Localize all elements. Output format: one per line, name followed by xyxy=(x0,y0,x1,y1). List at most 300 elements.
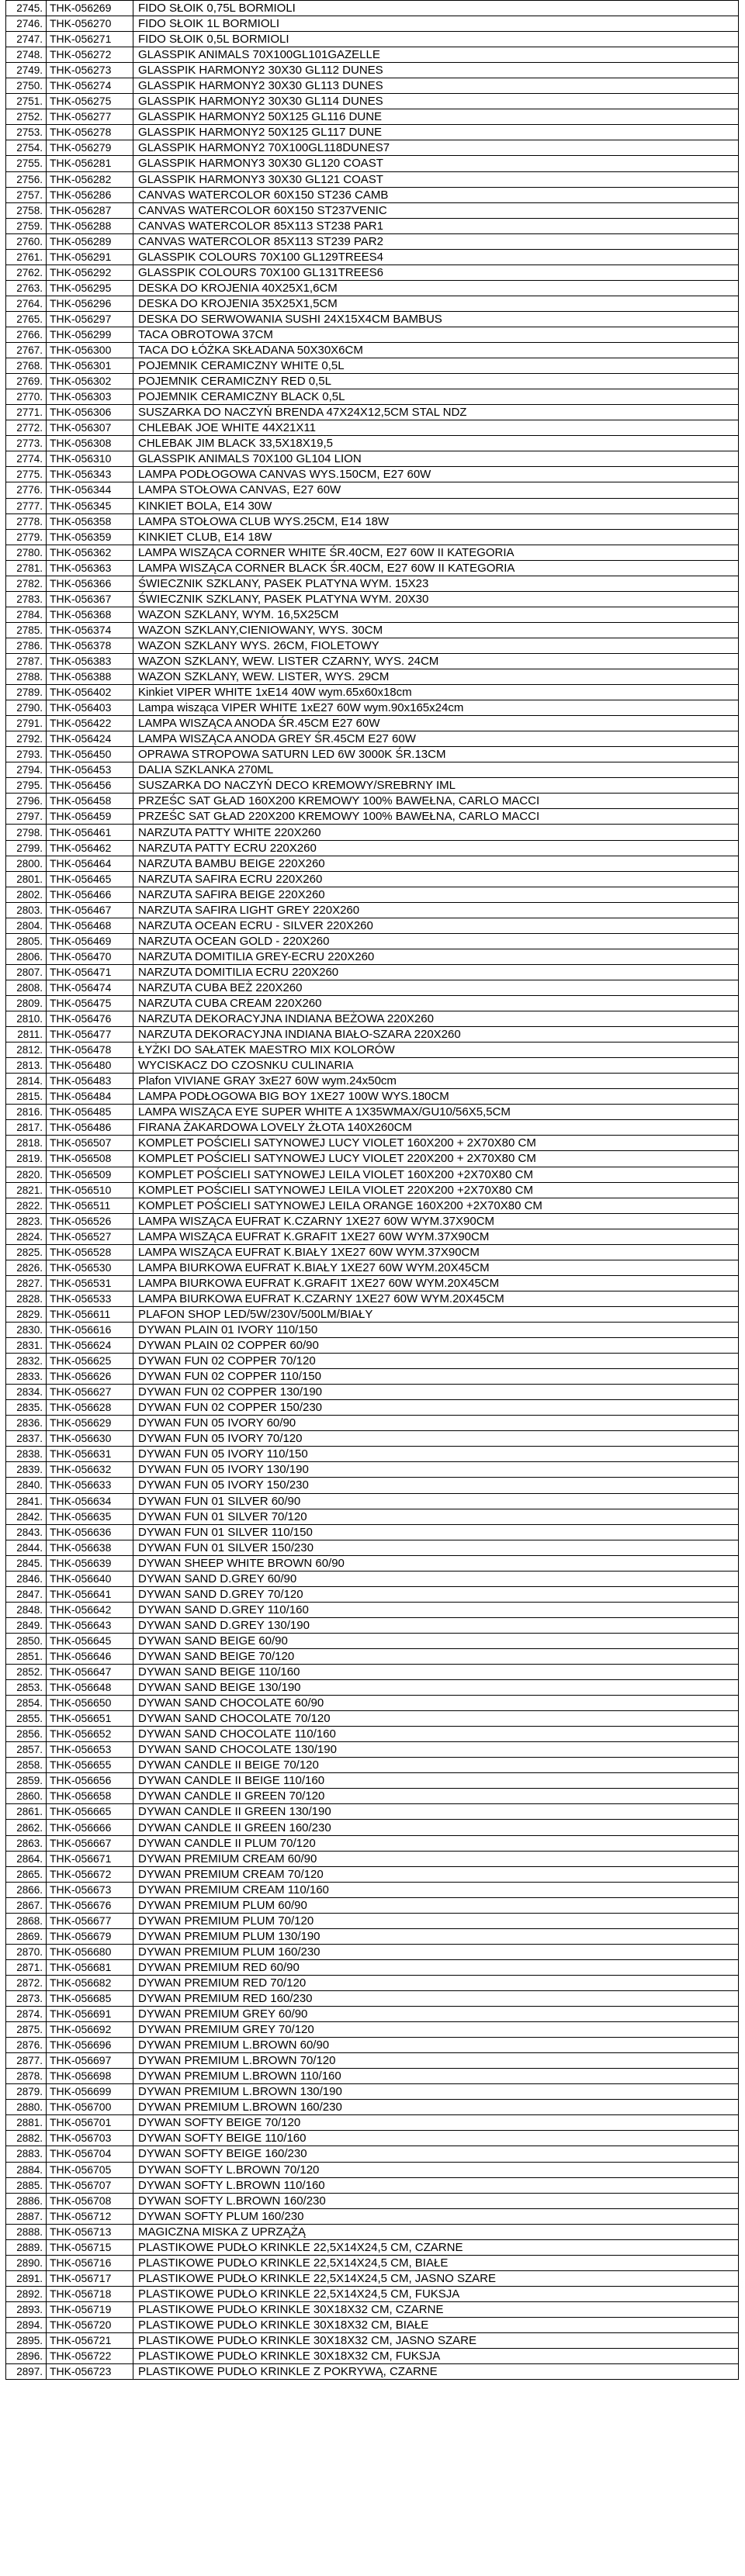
product-code: THK-056639 xyxy=(47,1555,133,1571)
table-row xyxy=(6,94,739,109)
table-row xyxy=(6,1291,739,1306)
table-row xyxy=(6,1540,739,1555)
table-row xyxy=(6,1696,739,1711)
table-row xyxy=(6,887,739,902)
product-code: THK-056302 xyxy=(47,374,133,389)
table-row xyxy=(6,482,739,498)
row-number: 2836. xyxy=(6,1416,47,1431)
row-number: 2875. xyxy=(6,2022,47,2038)
product-description: TACA OBROTOWA 37CM xyxy=(133,327,739,342)
product-code: THK-056510 xyxy=(47,1182,133,1198)
product-description: GLASSPIK ANIMALS 70X100GL101GAZELLE xyxy=(133,47,739,63)
product-description: NARZUTA DOMITILIA GREY-ECRU 220X260 xyxy=(133,949,739,964)
table-row xyxy=(6,560,739,576)
product-code: THK-056296 xyxy=(47,296,133,311)
table-row xyxy=(6,2022,739,2038)
product-description: CHLEBAK JIM BLACK 33,5X18X19,5 xyxy=(133,436,739,451)
product-description: LAMPA BIURKOWA EUFRAT K.BIAŁY 1XE27 60W WYM.20X45CM xyxy=(133,1260,739,1275)
table-row xyxy=(6,343,739,358)
table-row xyxy=(6,1555,739,1571)
product-code: THK-056723 xyxy=(47,2364,133,2380)
product-description: DYWAN SAND BEIGE 110/160 xyxy=(133,1665,739,1680)
product-description: NARZUTA OCEAN ECRU - SILVER 220X260 xyxy=(133,918,739,933)
row-number: 2821. xyxy=(6,1182,47,1198)
product-code: THK-056277 xyxy=(47,109,133,125)
product-code: THK-056626 xyxy=(47,1369,133,1385)
row-number: 2816. xyxy=(6,1105,47,1120)
product-description: DYWAN PREMIUM RED 60/90 xyxy=(133,1959,739,1975)
row-number: 2804. xyxy=(6,918,47,933)
row-number: 2826. xyxy=(6,1260,47,1275)
table-row xyxy=(6,1,739,16)
row-number: 2795. xyxy=(6,778,47,794)
table-row xyxy=(6,964,739,980)
product-code: THK-056485 xyxy=(47,1105,133,1120)
row-number: 2880. xyxy=(6,2100,47,2115)
row-number: 2884. xyxy=(6,2162,47,2177)
row-number: 2803. xyxy=(6,902,47,918)
product-description: PLASTIKOWE PUDŁO KRINKLE Z POKRYWĄ, CZARNE xyxy=(133,2364,739,2380)
product-code: THK-056691 xyxy=(47,2007,133,2022)
table-row xyxy=(6,1571,739,1586)
product-code: THK-056450 xyxy=(47,747,133,762)
table-row xyxy=(6,762,739,778)
product-description: LAMPA PODŁOGOWA CANVAS WYS.150CM, E27 60W xyxy=(133,467,739,482)
product-code: THK-056477 xyxy=(47,1027,133,1043)
product-description: DYWAN FUN 01 SILVER 70/120 xyxy=(133,1509,739,1524)
table-row xyxy=(6,731,739,747)
product-description: DYWAN CANDLE II GREEN 130/190 xyxy=(133,1804,739,1820)
row-number: 2827. xyxy=(6,1275,47,1291)
product-code: THK-056362 xyxy=(47,545,133,560)
row-number: 2883. xyxy=(6,2146,47,2162)
product-description: KOMPLET POŚCIELI SATYNOWEJ LEILA VIOLET 160X200 +2X70X80 CM xyxy=(133,1167,739,1182)
row-number: 2818. xyxy=(6,1136,47,1151)
row-number: 2800. xyxy=(6,856,47,871)
table-row xyxy=(6,1804,739,1820)
product-code: THK-056671 xyxy=(47,1851,133,1866)
table-row xyxy=(6,1882,739,1897)
row-number: 2822. xyxy=(6,1198,47,1213)
table-row xyxy=(6,529,739,545)
table-row xyxy=(6,2193,739,2208)
product-description: DYWAN SOFTY BEIGE 70/120 xyxy=(133,2115,739,2131)
row-number: 2769. xyxy=(6,374,47,389)
table-row xyxy=(6,1633,739,1648)
row-number: 2749. xyxy=(6,63,47,78)
product-description: DYWAN CANDLE II BEIGE 110/160 xyxy=(133,1773,739,1789)
product-code: THK-056632 xyxy=(47,1462,133,1478)
table-row xyxy=(6,2317,739,2332)
table-row xyxy=(6,327,739,342)
row-number: 2846. xyxy=(6,1571,47,1586)
product-code: THK-056667 xyxy=(47,1835,133,1851)
table-row xyxy=(6,794,739,809)
product-code: THK-056697 xyxy=(47,2053,133,2069)
product-description: CANVAS WATERCOLOR 85X113 ST239 PAR2 xyxy=(133,233,739,249)
table-row xyxy=(6,1058,739,1074)
row-number: 2858. xyxy=(6,1758,47,1773)
row-number: 2870. xyxy=(6,1944,47,1959)
product-description: DYWAN FUN 02 COPPER 70/120 xyxy=(133,1354,739,1369)
row-number: 2871. xyxy=(6,1959,47,1975)
product-code: THK-056282 xyxy=(47,171,133,187)
table-row xyxy=(6,233,739,249)
row-number: 2752. xyxy=(6,109,47,125)
product-description: GLASSPIK HARMONY2 50X125 GL116 DUNE xyxy=(133,109,739,125)
row-number: 2789. xyxy=(6,685,47,700)
row-number: 2758. xyxy=(6,202,47,218)
product-description: DYWAN PREMIUM L.BROWN 60/90 xyxy=(133,2038,739,2053)
row-number: 2792. xyxy=(6,731,47,747)
product-description: DYWAN FUN 05 IVORY 70/120 xyxy=(133,1431,739,1447)
table-row xyxy=(6,980,739,995)
product-code: THK-056345 xyxy=(47,498,133,513)
row-number: 2850. xyxy=(6,1633,47,1648)
table-row xyxy=(6,2131,739,2146)
product-code: THK-056507 xyxy=(47,1136,133,1151)
row-number: 2750. xyxy=(6,78,47,94)
product-code: THK-056528 xyxy=(47,1244,133,1260)
row-number: 2830. xyxy=(6,1322,47,1337)
row-number: 2861. xyxy=(6,1804,47,1820)
product-description: DYWAN SAND D.GREY 130/190 xyxy=(133,1617,739,1633)
row-number: 2748. xyxy=(6,47,47,63)
product-description: DYWAN CANDLE II PLUM 70/120 xyxy=(133,1835,739,1851)
table-row xyxy=(6,2069,739,2084)
product-code: THK-056306 xyxy=(47,405,133,420)
product-code: THK-056509 xyxy=(47,1167,133,1182)
product-description: SUSZARKA DO NACZYŃ BRENDA 47X24X12,5CM STAL NDZ xyxy=(133,405,739,420)
product-code: THK-056676 xyxy=(47,1897,133,1913)
product-description: LAMPA STOŁOWA CANVAS, E27 60W xyxy=(133,482,739,498)
row-number: 2814. xyxy=(6,1074,47,1089)
row-number: 2790. xyxy=(6,700,47,716)
product-code: THK-056643 xyxy=(47,1617,133,1633)
row-number: 2851. xyxy=(6,1648,47,1664)
product-description: DYWAN FUN 05 IVORY 150/230 xyxy=(133,1478,739,1493)
product-code: THK-056630 xyxy=(47,1431,133,1447)
product-code: THK-056464 xyxy=(47,856,133,871)
product-code: THK-056458 xyxy=(47,794,133,809)
row-number: 2894. xyxy=(6,2317,47,2332)
product-code: THK-056383 xyxy=(47,653,133,669)
row-number: 2869. xyxy=(6,1928,47,1944)
product-code: THK-056722 xyxy=(47,2349,133,2364)
table-row xyxy=(6,311,739,327)
product-code: THK-056677 xyxy=(47,1913,133,1928)
product-description: WAZON SZKLANY, WEW. LISTER, WYS. 29CM xyxy=(133,669,739,685)
product-description: ŁYŻKI DO SAŁATEK MAESTRO MIX KOLORÓW xyxy=(133,1043,739,1058)
table-row xyxy=(6,63,739,78)
product-code: THK-056708 xyxy=(47,2193,133,2208)
product-description: LAMPA WISZĄCA ANODA ŚR.45CM E27 60W xyxy=(133,716,739,731)
product-description: NARZUTA SAFIRA LIGHT GREY 220X260 xyxy=(133,902,739,918)
product-description: DYWAN SAND BEIGE 70/120 xyxy=(133,1648,739,1664)
product-description: PLASTIKOWE PUDŁO KRINKLE 30X18X32 CM, BIAŁE xyxy=(133,2317,739,2332)
product-code: THK-056459 xyxy=(47,809,133,825)
product-description: WAZON SZKLANY,CIENIOWANY, WYS. 30CM xyxy=(133,622,739,638)
table-row xyxy=(6,1680,739,1696)
table-row xyxy=(6,1167,739,1182)
product-description: Plafon VIVIANE GRAY 3xE27 60W wym.24x50cm xyxy=(133,1074,739,1089)
product-description: DYWAN FUN 02 COPPER 110/150 xyxy=(133,1369,739,1385)
table-row xyxy=(6,747,739,762)
product-description: DYWAN FUN 02 COPPER 150/230 xyxy=(133,1400,739,1416)
table-row xyxy=(6,420,739,436)
product-description: DYWAN SAND D.GREY 110/160 xyxy=(133,1602,739,1617)
table-row xyxy=(6,622,739,638)
table-row xyxy=(6,389,739,405)
product-code: THK-056707 xyxy=(47,2177,133,2193)
product-description: DYWAN PREMIUM CREAM 110/160 xyxy=(133,1882,739,1897)
row-number: 2893. xyxy=(6,2301,47,2317)
product-description: DYWAN FUN 01 SILVER 60/90 xyxy=(133,1493,739,1509)
row-number: 2798. xyxy=(6,825,47,840)
row-number: 2799. xyxy=(6,840,47,856)
row-number: 2756. xyxy=(6,171,47,187)
product-code: THK-056673 xyxy=(47,1882,133,1897)
product-description: FIDO SŁOIK 1L BORMIOLI xyxy=(133,16,739,32)
row-number: 2891. xyxy=(6,2270,47,2286)
row-number: 2865. xyxy=(6,1866,47,1882)
product-code: THK-056627 xyxy=(47,1385,133,1400)
row-number: 2809. xyxy=(6,996,47,1011)
table-row xyxy=(6,1866,739,1882)
row-number: 2761. xyxy=(6,249,47,265)
product-description: LAMPA BIURKOWA EUFRAT K.CZARNY 1XE27 60W WYM.20X45CM xyxy=(133,1291,739,1306)
product-description: NARZUTA BAMBU BEIGE 220X260 xyxy=(133,856,739,871)
product-code: THK-056374 xyxy=(47,622,133,638)
row-number: 2849. xyxy=(6,1617,47,1633)
table-row xyxy=(6,109,739,125)
product-description: LAMPA WISZĄCA EUFRAT K.BIAŁY 1XE27 60W WYM.37X90CM xyxy=(133,1244,739,1260)
table-row xyxy=(6,1851,739,1866)
product-description: DYWAN SAND CHOCOLATE 60/90 xyxy=(133,1696,739,1711)
product-code: THK-056666 xyxy=(47,1820,133,1835)
product-description: GLASSPIK COLOURS 70X100 GL129TREES4 xyxy=(133,249,739,265)
table-row xyxy=(6,1011,739,1027)
table-row xyxy=(6,1136,739,1151)
row-number: 2805. xyxy=(6,933,47,949)
row-number: 2872. xyxy=(6,1975,47,1990)
product-description: DYWAN PREMIUM CREAM 60/90 xyxy=(133,1851,739,1866)
row-number: 2842. xyxy=(6,1509,47,1524)
product-code: THK-056699 xyxy=(47,2084,133,2100)
row-number: 2768. xyxy=(6,358,47,374)
row-number: 2823. xyxy=(6,1213,47,1229)
product-description: DYWAN SAND CHOCOLATE 110/160 xyxy=(133,1727,739,1742)
row-number: 2863. xyxy=(6,1835,47,1851)
product-code: THK-056640 xyxy=(47,1571,133,1586)
product-description: LAMPA WISZĄCA CORNER WHITE ŚR.40CM, E27 60W II KATEGORIA xyxy=(133,545,739,560)
product-code: THK-056291 xyxy=(47,249,133,265)
product-description: KOMPLET POŚCIELI SATYNOWEJ LUCY VIOLET 160X200 + 2X70X80 CM xyxy=(133,1136,739,1151)
table-row xyxy=(6,1244,739,1260)
row-number: 2834. xyxy=(6,1385,47,1400)
product-code: THK-056665 xyxy=(47,1804,133,1820)
table-row xyxy=(6,840,739,856)
product-description: PLASTIKOWE PUDŁO KRINKLE 22,5X14X24,5 CM, CZARNE xyxy=(133,2239,739,2255)
product-description: GLASSPIK COLOURS 70X100 GL131TREES6 xyxy=(133,265,739,280)
product-code: THK-056275 xyxy=(47,94,133,109)
product-description: DYWAN PLAIN 01 IVORY 110/150 xyxy=(133,1322,739,1337)
product-code: THK-056703 xyxy=(47,2131,133,2146)
row-number: 2886. xyxy=(6,2193,47,2208)
table-row xyxy=(6,1758,739,1773)
product-description: TACA DO ŁÓŻKA SKŁADANA 50X30X6CM xyxy=(133,343,739,358)
row-number: 2844. xyxy=(6,1540,47,1555)
row-number: 2819. xyxy=(6,1151,47,1167)
product-description: WAZON SZKLANY, WYM. 16,5X25CM xyxy=(133,607,739,622)
product-code: THK-056696 xyxy=(47,2038,133,2053)
product-code: THK-056474 xyxy=(47,980,133,995)
row-number: 2890. xyxy=(6,2255,47,2270)
row-number: 2776. xyxy=(6,482,47,498)
row-number: 2802. xyxy=(6,887,47,902)
row-number: 2762. xyxy=(6,265,47,280)
product-description: LAMPA WISZĄCA EYE SUPER WHITE A 1X35WMAX/GU10/56X5,5CM xyxy=(133,1105,739,1120)
table-row xyxy=(6,949,739,964)
row-number: 2782. xyxy=(6,576,47,591)
row-number: 2788. xyxy=(6,669,47,685)
table-row xyxy=(6,374,739,389)
product-description: NARZUTA PATTY ECRU 220X260 xyxy=(133,840,739,856)
table-row xyxy=(6,1820,739,1835)
product-description: DYWAN PREMIUM PLUM 130/190 xyxy=(133,1928,739,1944)
product-code: THK-056462 xyxy=(47,840,133,856)
table-row xyxy=(6,1105,739,1120)
product-description: DESKA DO SERWOWANIA SUSHI 24X15X4CM BAMBUS xyxy=(133,311,739,327)
product-code: THK-056645 xyxy=(47,1633,133,1648)
row-number: 2882. xyxy=(6,2131,47,2146)
table-row xyxy=(6,202,739,218)
product-code: THK-056700 xyxy=(47,2100,133,2115)
row-number: 2892. xyxy=(6,2286,47,2301)
row-number: 2864. xyxy=(6,1851,47,1866)
product-description: DYWAN PREMIUM L.BROWN 110/160 xyxy=(133,2069,739,2084)
product-description: DYWAN SAND CHOCOLATE 70/120 xyxy=(133,1711,739,1727)
row-number: 2832. xyxy=(6,1354,47,1369)
table-row xyxy=(6,653,739,669)
product-code: THK-056653 xyxy=(47,1742,133,1758)
row-number: 2779. xyxy=(6,529,47,545)
row-number: 2829. xyxy=(6,1306,47,1322)
table-row xyxy=(6,1665,739,1680)
table-row xyxy=(6,1322,739,1337)
product-code: THK-056272 xyxy=(47,47,133,63)
table-row xyxy=(6,498,739,513)
product-code: THK-056715 xyxy=(47,2239,133,2255)
product-code: THK-056679 xyxy=(47,1928,133,1944)
product-description: DYWAN FUN 05 IVORY 110/150 xyxy=(133,1447,739,1462)
table-row xyxy=(6,1229,739,1244)
product-description: DYWAN FUN 02 COPPER 130/190 xyxy=(133,1385,739,1400)
table-row xyxy=(6,2301,739,2317)
row-number: 2801. xyxy=(6,871,47,887)
row-number: 2848. xyxy=(6,1602,47,1617)
product-description: DESKA DO KROJENIA 40X25X1,6CM xyxy=(133,280,739,296)
row-number: 2845. xyxy=(6,1555,47,1571)
product-description: DYWAN PREMIUM GREY 60/90 xyxy=(133,2007,739,2022)
product-description: DYWAN SOFTY BEIGE 110/160 xyxy=(133,2131,739,2146)
product-description: PLASTIKOWE PUDŁO KRINKLE 22,5X14X24,5 CM, BIAŁE xyxy=(133,2255,739,2270)
product-code: THK-056378 xyxy=(47,638,133,653)
product-description: DYWAN SOFTY L.BROWN 110/160 xyxy=(133,2177,739,2193)
table-row xyxy=(6,700,739,716)
product-description: LAMPA PODŁOGOWA BIG BOY 1XE27 100W WYS.180CM xyxy=(133,1089,739,1105)
product-description: GLASSPIK ANIMALS 70X100 GL104 LION xyxy=(133,451,739,467)
product-description: DYWAN SOFTY PLUM 160/230 xyxy=(133,2208,739,2224)
product-description: GLASSPIK HARMONY2 50X125 GL117 DUNE xyxy=(133,125,739,140)
table-row xyxy=(6,1959,739,1975)
table-row xyxy=(6,918,739,933)
product-code: THK-056471 xyxy=(47,964,133,980)
product-description: DYWAN PREMIUM PLUM 70/120 xyxy=(133,1913,739,1928)
product-description: DYWAN SAND CHOCOLATE 130/190 xyxy=(133,1742,739,1758)
product-code: THK-056344 xyxy=(47,482,133,498)
row-number: 2794. xyxy=(6,762,47,778)
product-code: THK-056648 xyxy=(47,1680,133,1696)
table-row xyxy=(6,1306,739,1322)
product-code: THK-056628 xyxy=(47,1400,133,1416)
product-description: GLASSPIK HARMONY2 30X30 GL113 DUNES xyxy=(133,78,739,94)
product-code: THK-056704 xyxy=(47,2146,133,2162)
table-row xyxy=(6,607,739,622)
product-code: THK-056424 xyxy=(47,731,133,747)
product-code: THK-056269 xyxy=(47,1,133,16)
table-row xyxy=(6,280,739,296)
table-row xyxy=(6,2349,739,2364)
product-description: ŚWIECZNIK SZKLANY, PASEK PLATYNA WYM. 15X23 xyxy=(133,576,739,591)
row-number: 2754. xyxy=(6,140,47,156)
table-row xyxy=(6,1043,739,1058)
row-number: 2831. xyxy=(6,1338,47,1354)
row-number: 2753. xyxy=(6,125,47,140)
product-code: THK-056310 xyxy=(47,451,133,467)
product-code: THK-056646 xyxy=(47,1648,133,1664)
product-description: GLASSPIK HARMONY3 30X30 GL121 COAST xyxy=(133,171,739,187)
table-row xyxy=(6,1385,739,1400)
product-code: THK-056650 xyxy=(47,1696,133,1711)
table-row xyxy=(6,545,739,560)
row-number: 2813. xyxy=(6,1058,47,1074)
table-row xyxy=(6,1509,739,1524)
product-code: THK-056658 xyxy=(47,1789,133,1804)
table-row xyxy=(6,2146,739,2162)
table-row xyxy=(6,1338,739,1354)
row-number: 2852. xyxy=(6,1665,47,1680)
table-row xyxy=(6,2053,739,2069)
product-description: ŚWIECZNIK SZKLANY, PASEK PLATYNA WYM. 20X30 xyxy=(133,591,739,607)
product-description: FIDO SŁOIK 0,75L BORMIOLI xyxy=(133,1,739,16)
table-row xyxy=(6,1602,739,1617)
row-number: 2784. xyxy=(6,607,47,622)
product-description: LAMPA WISZĄCA EUFRAT K.CZARNY 1XE27 60W WYM.37X90CM xyxy=(133,1213,739,1229)
table-row xyxy=(6,1478,739,1493)
product-code: THK-056469 xyxy=(47,933,133,949)
product-description: DESKA DO KROJENIA 35X25X1,5CM xyxy=(133,296,739,311)
row-number: 2793. xyxy=(6,747,47,762)
row-number: 2877. xyxy=(6,2053,47,2069)
row-number: 2759. xyxy=(6,218,47,233)
product-code: THK-056480 xyxy=(47,1058,133,1074)
product-code: THK-056713 xyxy=(47,2224,133,2239)
product-description: LAMPA STOŁOWA CLUB WYS.25CM, E14 18W xyxy=(133,513,739,529)
product-code: THK-056288 xyxy=(47,218,133,233)
table-row xyxy=(6,1944,739,1959)
row-number: 2887. xyxy=(6,2208,47,2224)
